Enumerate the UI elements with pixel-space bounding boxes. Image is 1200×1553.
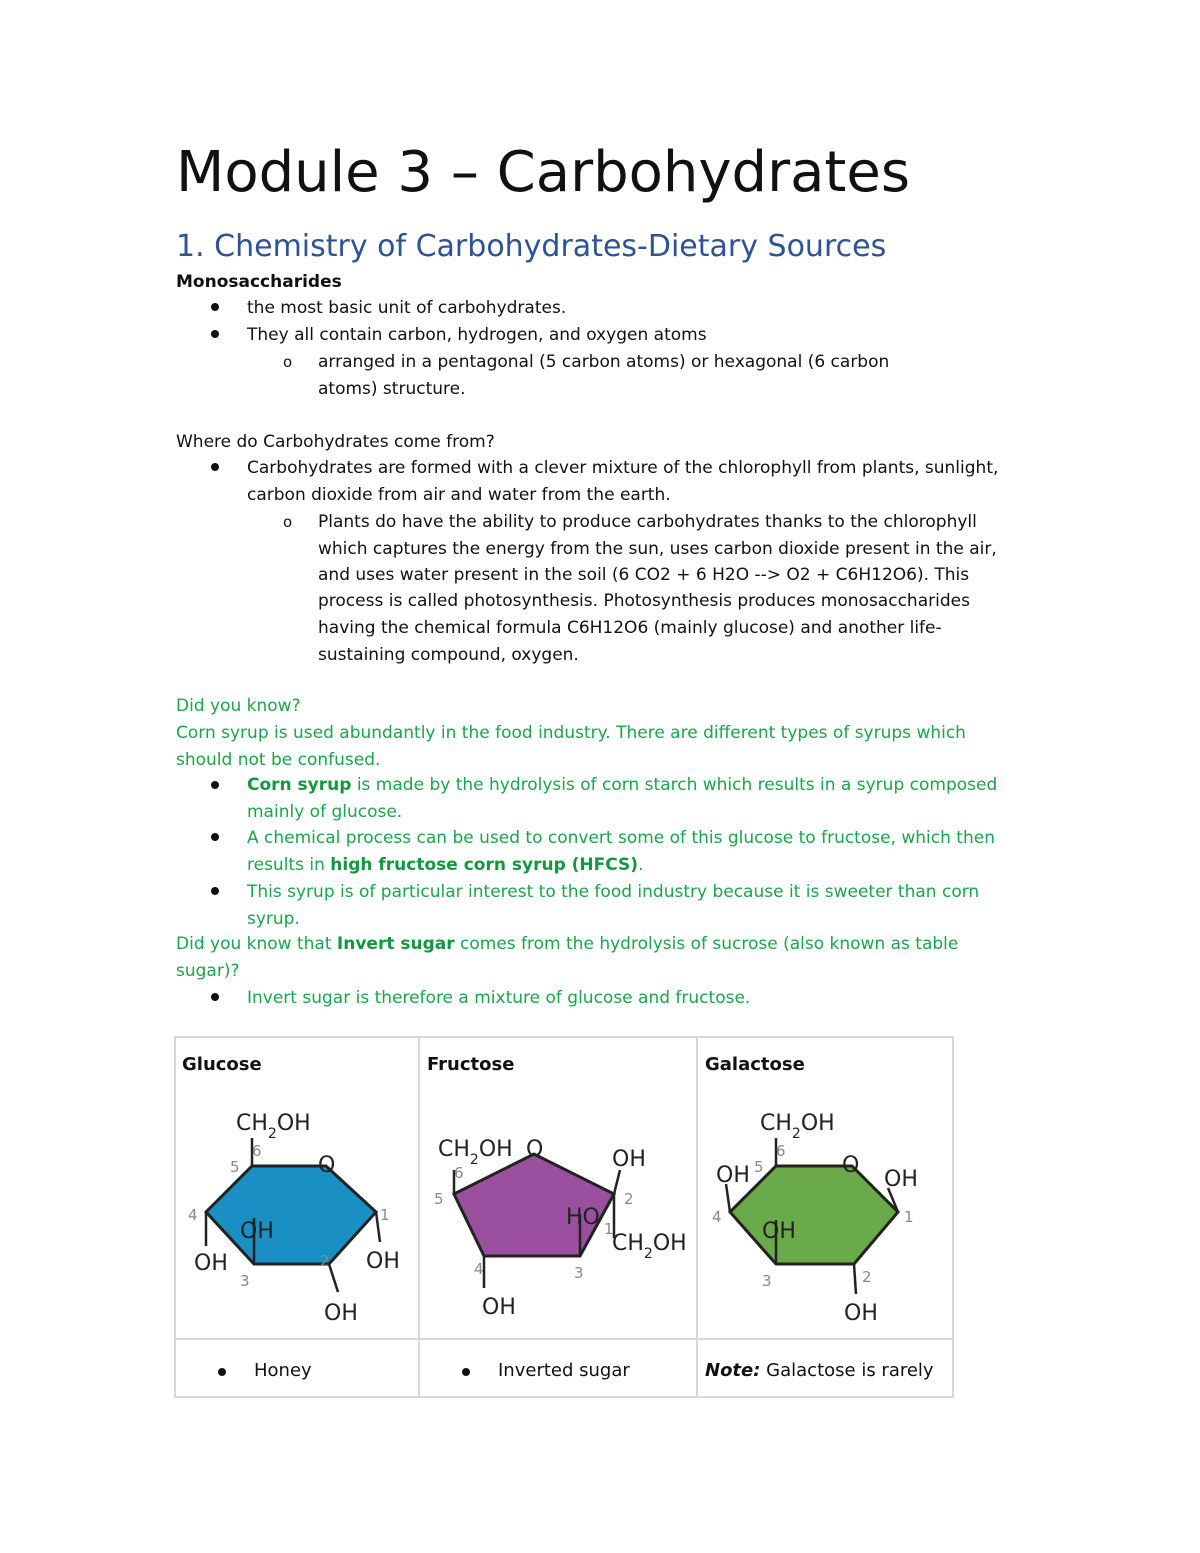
hfcs-pre: results in — [247, 855, 331, 875]
fructose-ring-oxygen: O — [526, 1137, 544, 1162]
corn-syrup-text: is made by the hydrolysis of corn starch which results in a syrup composed — [351, 775, 998, 795]
hfcs-term: high fructose corn syrup (HFCS) — [330, 855, 639, 875]
galactose-carbon-4: 4 — [712, 1208, 722, 1226]
glucose-carbon-3: 3 — [240, 1272, 250, 1290]
bullet-dot — [462, 1368, 470, 1376]
fructose-carbon-6: 6 — [454, 1164, 464, 1182]
galactose-structure — [698, 1098, 952, 1338]
fructose-carbon-4: 4 — [474, 1260, 484, 1278]
galactose-bond — [726, 1184, 730, 1212]
bullet-dot — [211, 781, 219, 789]
galactose-carbon-5: 5 — [754, 1158, 764, 1176]
galactose-oh-c4: OH — [716, 1163, 750, 1188]
galactose-oh-c1: OH — [884, 1167, 918, 1192]
hfcs-bullet-line-2 — [247, 852, 643, 878]
header-galactose: Galactose — [705, 1054, 805, 1075]
galactose-carbon-3: 3 — [762, 1272, 772, 1290]
fructose-oh-c4: OH — [482, 1295, 516, 1320]
fructose-carbon-1: 1 — [604, 1220, 614, 1238]
mono-bullet-2: They all contain carbon, hydrogen, and oxygen atoms — [247, 325, 707, 345]
bullet-dot — [211, 303, 219, 311]
didyouknow-intro-line-2: should not be confused. — [176, 750, 381, 770]
galactose-note — [705, 1360, 934, 1381]
fructose-structure — [420, 1098, 696, 1338]
glucose-structure — [176, 1098, 416, 1338]
table-divider — [176, 1338, 952, 1340]
hfcs-bullet-line-1: A chemical process can be used to convert some of this glucose to fructose, which then — [247, 828, 995, 848]
invert-bullet: Invert sugar is therefore a mixture of glucose and fructose. — [247, 988, 751, 1008]
didyouknow-heading: Did you know? — [176, 696, 301, 716]
header-glucose: Glucose — [182, 1054, 262, 1075]
bullet-dot — [211, 330, 219, 338]
invert-question-line-2: sugar)? — [176, 961, 240, 981]
hfcs-post: . — [638, 855, 644, 875]
invert-pre: Did you know that — [176, 934, 337, 954]
glucose-oh-c1: OH — [366, 1249, 400, 1274]
fructose-carbon-3: 3 — [574, 1264, 584, 1282]
where-question: Where do Carbohydrates come from? — [176, 432, 495, 452]
fructose-source: Inverted sugar — [498, 1360, 630, 1381]
note-label: Note: — [705, 1360, 761, 1381]
galactose-ch2oh: $CH_2OH$ — [760, 1111, 835, 1142]
glucose-carbon-6: 6 — [252, 1142, 262, 1160]
where-sub-line-3: and uses water present in the soil (6 CO2 + 6 H2O --> O2 + C6H12O6). This — [318, 565, 970, 585]
corn-syrup-bullet-line-2: mainly of glucose. — [247, 802, 403, 822]
glucose-ring — [206, 1166, 376, 1264]
corn-syrup-bullet-line-1 — [247, 772, 997, 798]
galactose-ring-oxygen: O — [842, 1153, 860, 1178]
page-title: Module 3 – Carbohydrates — [176, 140, 911, 205]
bullet-dot — [211, 887, 219, 895]
corn-syrup-term: Corn syrup — [247, 775, 352, 795]
sweeter-bullet-line-1: This syrup is of particular interest to the food industry because it is sweeter than corn — [247, 882, 980, 902]
glucose-bond — [329, 1264, 338, 1292]
glucose-carbon-5: 5 — [230, 1158, 240, 1176]
glucose-oh-c2: OH — [324, 1301, 358, 1326]
fructose-bond — [614, 1170, 620, 1194]
galactose-carbon-2: 2 — [862, 1268, 872, 1286]
galactose-oh-c3: OH — [762, 1219, 796, 1244]
fructose-carbon-2: 2 — [624, 1190, 634, 1208]
glucose-oh-inner: OH — [240, 1219, 274, 1244]
fructose-ch2oh-top: $CH_2OH$ — [438, 1137, 513, 1168]
sub-bullet-marker: o — [283, 513, 293, 531]
invert-rest: comes from the hydrolysis of sucrose (also known as table — [454, 934, 959, 954]
note-text: Galactose is rarely — [760, 1360, 934, 1381]
galactose-ring — [730, 1166, 898, 1264]
invert-term: Invert sugar — [336, 934, 455, 954]
fructose-ho-c3: HO — [566, 1205, 600, 1230]
where-bullet-line-1: Carbohydrates are formed with a clever mixture of the chlorophyll from plants, sunlight, — [247, 458, 999, 478]
mono-bullet-1: the most basic unit of carbohydrates. — [247, 298, 567, 318]
galactose-oh-c2: OH — [844, 1301, 878, 1326]
glucose-carbon-2: 2 — [320, 1252, 330, 1270]
bullet-dot — [218, 1368, 226, 1376]
sub-bullet-marker: o — [283, 353, 293, 371]
bullet-dot — [211, 993, 219, 1001]
glucose-carbon-1: 1 — [380, 1206, 390, 1224]
glucose-source: Honey — [254, 1360, 312, 1381]
didyouknow-intro-line-1: Corn syrup is used abundantly in the food industry. There are different types of syrups which — [176, 723, 966, 743]
bullet-dot — [211, 833, 219, 841]
fructose-oh-c2: OH — [612, 1147, 646, 1172]
where-bullet-line-2: carbon dioxide from air and water from the earth. — [247, 485, 671, 505]
glucose-ch2oh: $CH_2OH$ — [236, 1111, 311, 1142]
where-sub-line-2: which captures the energy from the sun, uses carbon dioxide present in the air, — [318, 539, 997, 559]
section-heading: 1. Chemistry of Carbohydrates-Dietary Sources — [176, 229, 887, 264]
glucose-carbon-4: 4 — [188, 1206, 198, 1224]
mono-sub-bullet-line-2: atoms) structure. — [318, 379, 466, 399]
where-sub-line-1: Plants do have the ability to produce carbohydrates thanks to the chlorophyll — [318, 512, 977, 532]
fructose-carbon-5: 5 — [434, 1190, 444, 1208]
sweeter-bullet-line-2: syrup. — [247, 909, 300, 929]
monosaccharides-subheading: Monosaccharides — [176, 272, 342, 292]
bullet-dot — [211, 463, 219, 471]
header-fructose: Fructose — [427, 1054, 515, 1075]
galactose-carbon-6: 6 — [776, 1142, 786, 1160]
invert-question-line-1 — [176, 931, 958, 957]
galactose-bond — [854, 1264, 856, 1294]
mono-sub-bullet-line-1: arranged in a pentagonal (5 carbon atoms) or hexagonal (6 carbon — [318, 352, 890, 372]
galactose-carbon-1: 1 — [904, 1208, 914, 1226]
where-sub-line-6: sustaining compound, oxygen. — [318, 645, 579, 665]
monosaccharide-table — [174, 1036, 954, 1398]
where-sub-line-5: having the chemical formula C6H12O6 (mainly glucose) and another life- — [318, 618, 942, 638]
where-sub-line-4: process is called photosynthesis. Photosynthesis produces monosaccharides — [318, 591, 970, 611]
glucose-ring-oxygen: O — [318, 1153, 336, 1178]
glucose-oh-c4: OH — [194, 1251, 228, 1276]
fructose-ch2oh-c1: $CH_2OH$ — [612, 1231, 687, 1262]
